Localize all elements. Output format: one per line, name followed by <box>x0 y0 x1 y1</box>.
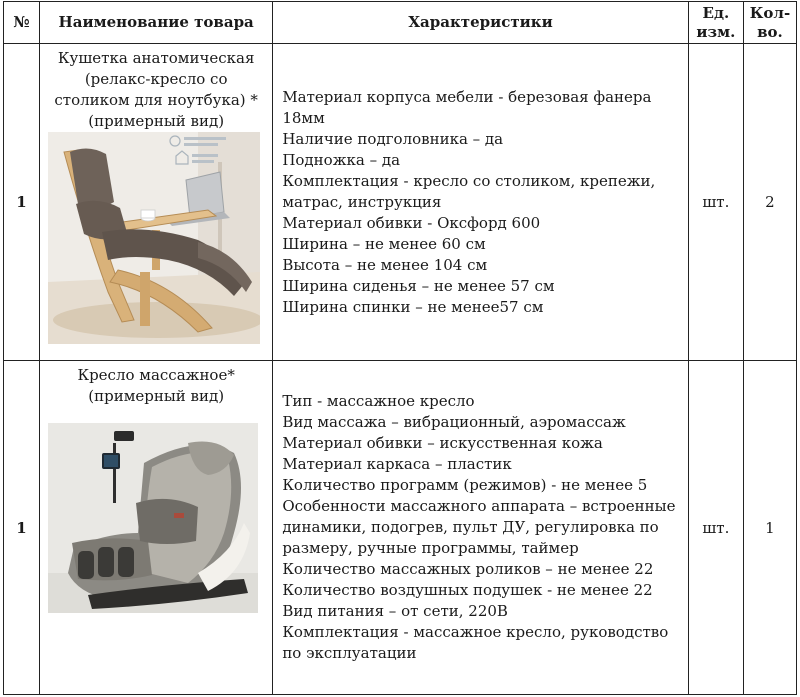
quantity-cell: 2 <box>743 44 796 361</box>
massage-chair-photo <box>48 423 258 613</box>
char-line: 18мм <box>282 108 325 127</box>
char-line: Количество воздушных подушек - не менее 22 <box>282 581 653 599</box>
char-line: Количество программ (режимов) - не менее 5 <box>282 476 648 494</box>
quantity-cell: 1 <box>743 361 796 695</box>
char-line: Материал корпуса мебели - березовая фанера <box>282 87 652 106</box>
char-line: Вид массажа – вибрационный, аэромассаж <box>282 413 626 431</box>
char-line: Тип - массажное кресло <box>282 392 475 410</box>
unit-cell: шт. <box>688 361 743 695</box>
characteristics-list <box>273 391 688 664</box>
product-name: Кушетка анатомическая (релакс-кресло со столиком для ноутбука) * (примерный вид) <box>54 49 258 130</box>
char-line: Вид питания – от сети, 220В <box>282 602 508 620</box>
table-header-row <box>4 2 797 44</box>
characteristics-list <box>273 87 688 318</box>
spec-table <box>3 1 797 695</box>
char-line: Ширина – не менее 60 см <box>282 234 486 253</box>
characteristics-cell <box>273 44 689 361</box>
unit-cell: шт. <box>688 44 743 361</box>
table-row <box>4 44 797 361</box>
char-line: размеру, ручные программы, таймер <box>282 539 579 557</box>
characteristics-cell <box>273 361 689 695</box>
table-row <box>4 361 797 695</box>
char-line: по эксплуатации <box>282 644 417 662</box>
char-line: Материал каркаса – пластик <box>282 455 512 473</box>
char-line: матрас, инструкция <box>282 192 442 211</box>
header-unit: Ед. изм. <box>688 2 743 44</box>
char-line: Количество массажных роликов – не менее 22 <box>282 560 654 578</box>
header-num: № <box>4 2 40 44</box>
char-line: Подножка – да <box>282 150 401 169</box>
row-num: 1 <box>4 361 40 695</box>
char-line: Материал обивки – искусственная кожа <box>282 434 603 452</box>
product-name-cell <box>40 44 273 361</box>
char-line: Особенности массажного аппарата – встроенные <box>282 497 676 515</box>
char-line: Ширина сиденья – не менее 57 см <box>282 276 555 295</box>
char-line: Материал обивки - Оксфорд 600 <box>282 213 541 232</box>
char-line: Ширина спинки – не менее57 см <box>282 297 544 316</box>
char-line: Высота – не менее 104 см <box>282 255 488 274</box>
header-chars: Характеристики <box>273 2 689 44</box>
product-name-cell <box>40 361 273 695</box>
row-num: 1 <box>4 44 40 361</box>
header-qty: Кол-во. <box>743 2 796 44</box>
relax-chair-photo <box>48 132 260 344</box>
char-line: Комплектация - массажное кресло, руководство <box>282 623 669 641</box>
char-line: Наличие подголовника – да <box>282 129 504 148</box>
char-line: Комплектация - кресло со столиком, крепежи, <box>282 171 656 190</box>
header-name: Наименование товара <box>40 2 273 44</box>
char-line: динамики, подогрев, пульт ДУ, регулировка по <box>282 518 659 536</box>
product-name: Кресло массажное* (примерный вид) <box>77 366 235 405</box>
